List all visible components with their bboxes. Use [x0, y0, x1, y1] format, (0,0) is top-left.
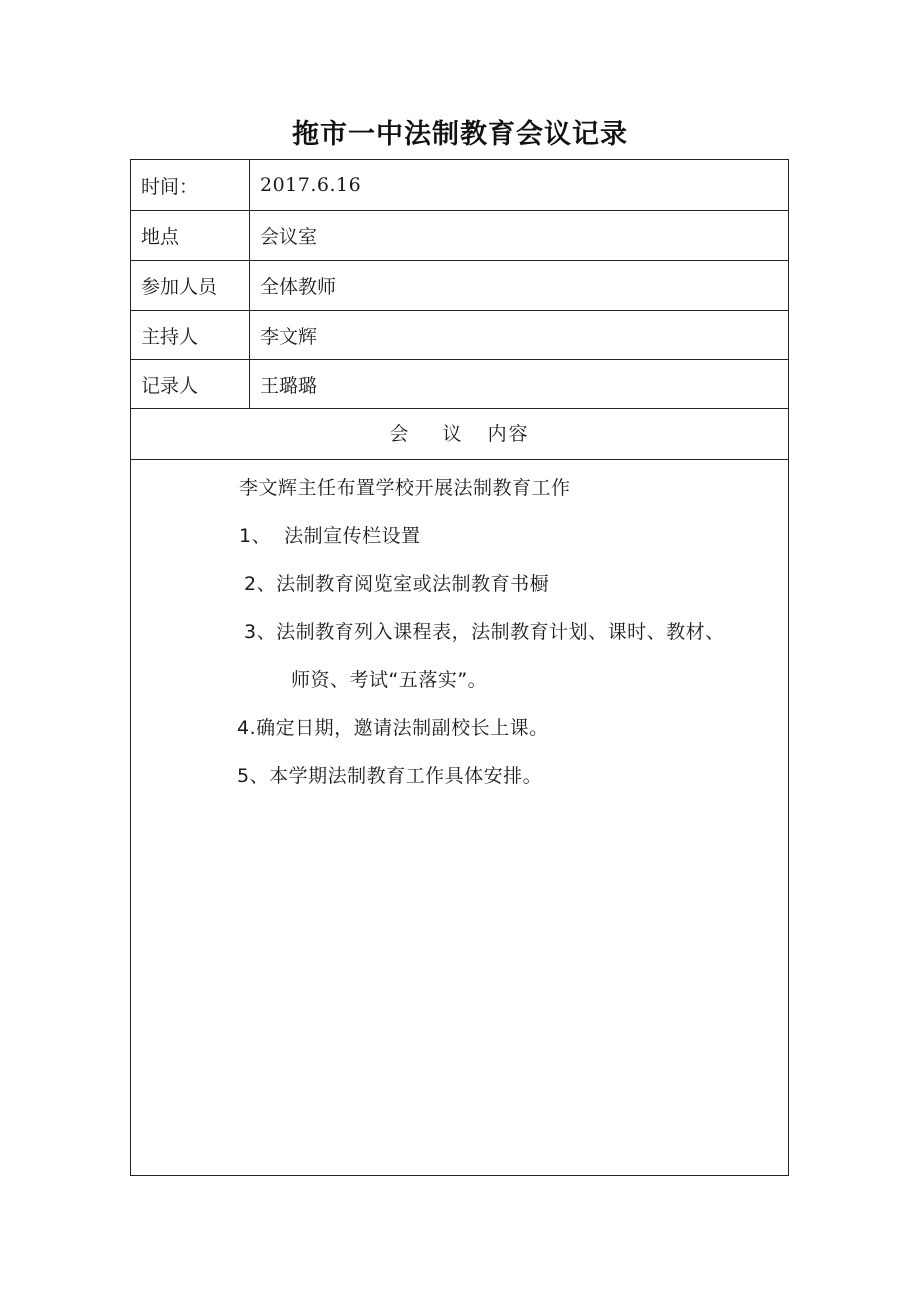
attendees-label: 参加人员: [131, 261, 250, 310]
content-line-item-2: 2、法制教育阅览室或法制教育书橱: [244, 573, 550, 595]
content-line-item-3-cont: 师资、考试“五落实”。: [291, 669, 488, 691]
host-value: 李文辉: [260, 325, 318, 348]
meeting-record-table: [130, 159, 789, 1176]
info-row-attendees: [131, 261, 788, 311]
meeting-content-header: [131, 409, 788, 460]
location-label: 地点: [131, 211, 250, 260]
info-row-location: [131, 211, 788, 261]
host-label: 主持人: [131, 311, 250, 359]
content-line-item-5: 5、本学期法制教育工作具体安排。: [237, 765, 543, 787]
info-row-time: [131, 160, 788, 211]
recorder-label: 记录人: [131, 360, 250, 408]
info-row-host: [131, 311, 788, 360]
document-title: 拖市一中法制教育会议记录: [292, 119, 628, 150]
recorder-value: 王璐璐: [260, 374, 318, 397]
content-line-item-1: 1、 法制宣传栏设置: [239, 525, 421, 547]
content-line-intro: 李文辉主任布置学校开展法制教育工作: [239, 477, 571, 499]
location-value: 会议室: [260, 226, 318, 248]
time-value: 2017.6.16: [260, 174, 362, 196]
time-label: 时间：: [131, 160, 250, 210]
attendees-value: 全体教师: [260, 276, 337, 298]
info-row-recorder: [131, 360, 788, 409]
meeting-content-header-text: 会 议 内容: [389, 423, 530, 445]
content-line-item-4: 4.确定日期，邀请法制副校长上课。: [237, 717, 549, 739]
content-line-item-3: 3、法制教育列入课程表，法制教育计划、课时、教材、: [244, 621, 725, 643]
